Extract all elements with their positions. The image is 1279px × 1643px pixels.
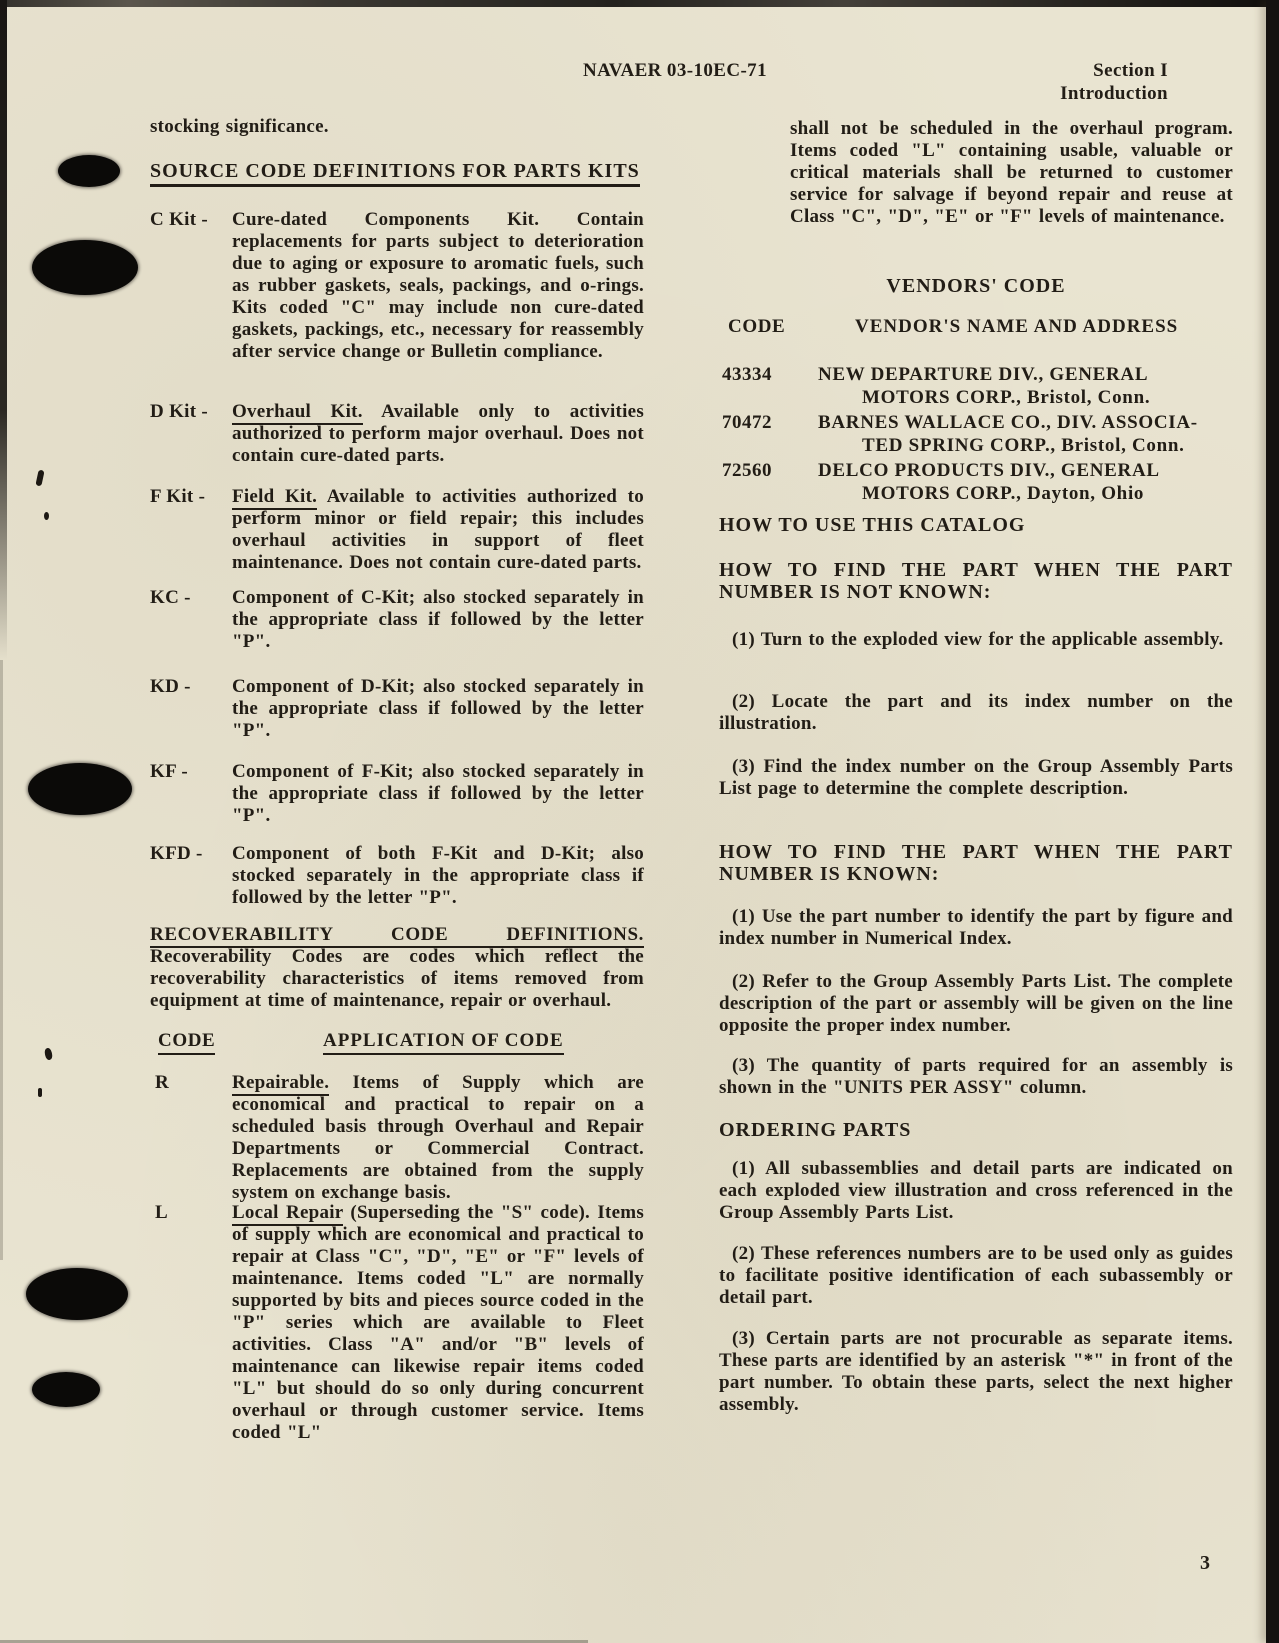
vendor-row: [719, 460, 1233, 505]
doc-number: NAVAER 03-10EC-71: [583, 60, 767, 81]
kit-definition-kd: [150, 676, 644, 742]
vendor-name-column-header: VENDOR'S NAME AND ADDRESS: [855, 316, 1179, 337]
kit-definition-c: [150, 209, 644, 363]
vendor-name-line1: NEW DEPARTURE DIV., GENERAL: [818, 364, 1149, 385]
vendor-code: 70472: [722, 412, 772, 433]
code-table-header: [150, 1030, 644, 1054]
scan-edge-top: [0, 0, 1279, 7]
definition-lead: Field Kit.: [232, 486, 317, 510]
definition-text: Component of C-Kit; also stocked separately in the appropriate class if followed by the letter "P".: [232, 587, 644, 652]
kit-definition-d: [150, 401, 644, 467]
definition-lead: Repairable.: [232, 1072, 329, 1096]
definition-text: Component of both F-Kit and D-Kit; also stocked separately in the appropriate class if followed by the letter "P".: [232, 843, 644, 908]
definition-term: KC -: [150, 587, 191, 608]
definition-lead: Cure-dated Components Kit.: [232, 209, 540, 230]
definition-term: KFD -: [150, 843, 203, 864]
subsection-label: Introduction: [1060, 83, 1168, 104]
scan-edge-left: [0, 0, 7, 660]
kit-definition-kf: [150, 761, 644, 827]
kit-definition-kc: [150, 587, 644, 653]
vendor-name-line2: TED SPRING CORP., Bristol, Conn.: [862, 434, 1185, 456]
recoverability-code-l: [150, 1202, 644, 1444]
find-part-known-heading: HOW TO FIND THE PART WHEN THE PART NUMBER IS KNOWN:: [719, 841, 1233, 885]
definition-text: [232, 1202, 644, 1444]
step-paragraph: (2) These references numbers are to be used only as guides to facilitate positive identification of each subassembly or detail part.: [719, 1243, 1233, 1308]
continuation-paragraph: shall not be scheduled in the overhaul program. Items coded "L" containing usable, valuable or critical materials shall be returned to customer service for salvage if beyond repair and reuse at Class "C", "D", "E" or "F" levels of maintenance.: [790, 118, 1233, 227]
step-paragraph: (1) Use the part number to identify the part by figure and index number in Numerical Index.: [719, 906, 1233, 949]
source-codes-heading-text: SOURCE CODE DEFINITIONS FOR PARTS KITS: [150, 160, 640, 187]
ink-speck: [44, 512, 49, 520]
step-paragraph: (3) Certain parts are not procurable as separate items. These parts are identified by an asterisk "*" in front of the part number. To obtain these parts, select the next higher assembly.: [719, 1328, 1233, 1415]
find-part-unknown-heading: HOW TO FIND THE PART WHEN THE PART NUMBER IS NOT KNOWN:: [719, 559, 1233, 603]
step-paragraph: (3) Find the index number on the Group Assembly Parts List page to determine the complete description.: [719, 756, 1233, 799]
definition-term: KF -: [150, 761, 188, 782]
definition-term: F Kit -: [150, 486, 206, 507]
kit-definition-kfd: [150, 843, 644, 909]
recoverability-text: Recoverability Codes are codes which reflect the recoverability characteristics of items removed from equipment at time of maintenance, repair or overhaul.: [150, 946, 644, 1011]
step-paragraph: (1) Turn to the exploded view for the applicable assembly.: [732, 629, 1224, 650]
vendor-row: [719, 364, 1233, 409]
ink-speck: [35, 470, 44, 487]
source-codes-heading: [150, 160, 644, 182]
vendors-code-heading: VENDORS' CODE: [886, 275, 1066, 297]
vendor-name-line2: MOTORS CORP., Bristol, Conn.: [862, 386, 1151, 408]
code-column-header: CODE: [158, 1030, 215, 1055]
vendors-list: [719, 364, 1233, 508]
definition-term: R: [155, 1072, 170, 1093]
recoverability-paragraph: [150, 924, 644, 1012]
step-paragraph: (2) Refer to the Group Assembly Parts List. The complete description of the part or assembly will be given on the line opposite the proper index number.: [719, 971, 1233, 1036]
vendor-row: [719, 412, 1233, 457]
punch-hole: [58, 155, 120, 187]
step-paragraph: (3) The quantity of parts required for an assembly is shown in the "UNITS PER ASSY" column.: [719, 1055, 1233, 1098]
definition-text: [232, 401, 644, 467]
how-to-use-heading: HOW TO USE THIS CATALOG: [719, 514, 1026, 536]
definition-rest: (Superseding the "S" code). Items of supply which are economical and practical to repair at Class "C", "D", "E" or "F" levels of maintenance. Items coded "L" are normally supported by bits and pieces source coded in the "P" series which are available to Fleet activities. Class "A" and/or "B" levels of maintenance can likewise repair items coded "L" but should do so only during concurrent overhaul or through customer service. Items coded "L": [232, 1202, 644, 1443]
section-label: Section I: [1093, 60, 1168, 81]
definition-term: C Kit -: [150, 209, 209, 230]
page-number: 3: [1200, 1552, 1210, 1574]
punch-hole: [26, 1268, 128, 1320]
definition-lead: Overhaul Kit.: [232, 401, 363, 425]
scan-edge-left-faint: [0, 660, 3, 1260]
definition-term: D Kit -: [150, 401, 209, 422]
vendor-code: 72560: [722, 460, 772, 481]
definition-text: [232, 486, 644, 574]
vendor-code: 43334: [722, 364, 772, 385]
kit-definition-f: [150, 486, 644, 574]
definition-rest: Available only to activities authorized to perform major overhaul. Does not contain cure-dated parts.: [232, 401, 644, 466]
punch-hole: [28, 763, 132, 815]
recoverability-heading: RECOVERABILITY CODE DEFINITIONS.: [150, 924, 644, 948]
definition-text: [232, 209, 644, 363]
definition-lead: Local Repair: [232, 1202, 343, 1226]
scan-edge-right: [1266, 0, 1279, 1643]
punch-hole: [32, 240, 138, 295]
vendor-code-column-header: CODE: [728, 316, 786, 337]
step-paragraph: (1) All subassemblies and detail parts are indicated on each exploded view illustration and cross referenced in the Group Assembly Parts List.: [719, 1158, 1233, 1223]
definition-text: Component of F-Kit; also stocked separately in the appropriate class if followed by the letter "P".: [232, 761, 644, 826]
ink-speck: [38, 1088, 42, 1097]
ordering-parts-heading: ORDERING PARTS: [719, 1119, 912, 1141]
application-column-header: APPLICATION OF CODE: [323, 1030, 564, 1055]
vendor-name-line2: MOTORS CORP., Dayton, Ohio: [862, 482, 1145, 504]
definition-rest: Available to activities authorized to perform minor or field repair; this includes overhaul activities in support of fleet maintenance. Does not contain cure-dated parts.: [232, 486, 644, 573]
definition-rest: Contain replacements for parts subject to deterioration due to aging or exposure to aromatic fuels, such as rubber gaskets, seals, packings, and o-rings. Kits coded "C" may include non cure-dated gaskets, packings, etc., necessary for reassembly after service change or Bulletin compliance.: [232, 209, 644, 362]
ink-speck: [44, 1047, 53, 1060]
recoverability-code-r: [150, 1072, 644, 1204]
vendor-name-line1: DELCO PRODUCTS DIV., GENERAL: [818, 460, 1160, 481]
definition-term: L: [155, 1202, 168, 1223]
continuation-fragment: stocking significance.: [150, 116, 329, 137]
definition-term: KD -: [150, 676, 191, 697]
punch-hole: [32, 1372, 100, 1407]
step-paragraph: (2) Locate the part and its index number on the illustration.: [719, 691, 1233, 734]
vendors-table-header: [719, 316, 1233, 340]
definition-text: [232, 1072, 644, 1204]
definition-text: Component of D-Kit; also stocked separately in the appropriate class if followed by the letter "P".: [232, 676, 644, 741]
vendor-name-line1: BARNES WALLACE CO., DIV. ASSOCIA-: [818, 412, 1198, 433]
definition-rest: Items of Supply which are economical and practical to repair on a scheduled basis through Overhaul and Repair Departments or Commercial Contract. Replacements are obtained from the supply system on exchange basis.: [232, 1072, 644, 1203]
